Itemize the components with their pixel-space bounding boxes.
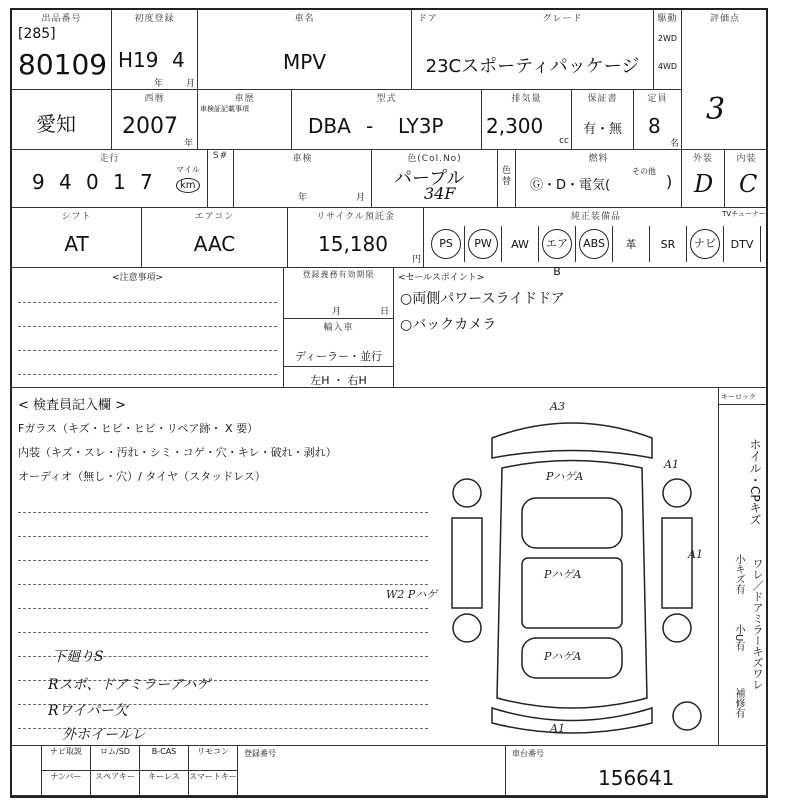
equipment-item <box>650 226 687 262</box>
color-code: 34F <box>424 184 456 203</box>
seats: 8 <box>648 114 661 138</box>
inspector-area <box>12 388 718 746</box>
wheel-fl <box>453 479 481 507</box>
recycle: 15,180 <box>318 232 388 256</box>
point-1: ○両側パワースライドドア <box>400 291 565 307</box>
interior: C <box>739 170 758 198</box>
hand-note-1: 下廻りS <box>52 649 104 665</box>
lot-label: 出品番号 <box>41 14 82 24</box>
year2-unit: 年 <box>184 139 194 149</box>
equipment-item <box>539 226 576 278</box>
import-dealer: ディーラー・並行 <box>294 350 383 363</box>
legend-2: 小キズ有 <box>733 554 744 594</box>
mark-right-a1: A1 <box>688 548 703 561</box>
equipment-item <box>428 226 465 262</box>
shaken-month-unit: 月 <box>356 193 366 203</box>
color-label: 色(Col.No) <box>407 154 462 164</box>
recycle-label: リサイクル預託金 <box>316 212 395 222</box>
mileage-unit-km: km <box>176 178 200 193</box>
mileage-digit: 4 <box>59 170 72 194</box>
cc-label: 排気量 <box>511 94 542 104</box>
cc-unit: cc <box>559 136 569 146</box>
mark-a3: A3 <box>550 400 565 413</box>
door-label: ドア <box>418 14 438 24</box>
type-prefix: DBA <box>308 114 351 138</box>
wheel-rl <box>453 614 481 642</box>
reg-month-unit: 月 <box>332 307 342 317</box>
mileage-digit: 7 <box>140 170 153 194</box>
reg-month: 4 <box>172 48 185 72</box>
hand-note-4: 外ホイールレ <box>62 727 146 743</box>
equipment-label-text: PW <box>468 229 498 259</box>
fuel-options: Ⓖ・D・電気( <box>530 178 611 193</box>
vehicle-number-cell <box>506 746 768 796</box>
right-side <box>662 518 692 608</box>
month-unit: 月 <box>186 79 196 89</box>
equipment-cell <box>424 208 768 278</box>
drive-cell <box>654 10 682 90</box>
reg-number-cell <box>238 746 506 796</box>
footer-corner <box>12 746 42 796</box>
seats-unit: 名 <box>669 139 679 149</box>
lot-cell <box>12 10 112 90</box>
rating-label: 評価点 <box>709 14 740 24</box>
mileage-digit: 0 <box>86 170 99 194</box>
smark-label: S# <box>212 151 229 161</box>
seats-cell <box>634 90 682 150</box>
recycle-cell <box>288 208 424 268</box>
footer-option: ロム/SD <box>91 746 140 771</box>
warranty: 有・無 <box>582 122 622 137</box>
region: 愛知 <box>36 112 76 136</box>
warranty-label: 保証書 <box>587 94 618 104</box>
legend-4: 小U有 <box>733 624 744 652</box>
hand-note-3: Rワイパー欠 <box>48 703 128 719</box>
equipment-label-text: SR <box>660 237 676 251</box>
equipment-item <box>576 226 613 262</box>
legend-3: ワレ／ドアミラーキズワレ <box>751 558 764 690</box>
fuel-other: その他 <box>632 167 656 176</box>
ac: AAC <box>193 232 236 256</box>
exterior-label: 外装 <box>692 154 713 164</box>
equipment-label-text: 革 <box>625 238 637 251</box>
yen: 円 <box>411 255 421 265</box>
warranty-cell <box>572 90 634 150</box>
exterior-cell <box>682 150 725 208</box>
footer-grid <box>42 746 238 796</box>
equipment-label-text: ABS <box>579 229 609 259</box>
equipment-label-text: AW <box>511 237 529 251</box>
seats-label: 定員 <box>647 94 668 104</box>
left-side <box>452 518 482 608</box>
type-cell <box>292 90 482 150</box>
mark-rear: PハゲA <box>544 650 582 663</box>
grade-label: グレード <box>542 14 583 24</box>
front-bumper <box>492 423 652 458</box>
points-label: <セールスポイント> <box>398 273 485 283</box>
wheel-rr <box>663 614 691 642</box>
equipment-item <box>502 226 539 262</box>
legend-cell <box>718 388 768 746</box>
mark-rear-a1: A1 <box>550 722 565 735</box>
mark-front-hood: PハゲA <box>546 470 584 483</box>
rating-cell <box>682 10 768 150</box>
car-diagram <box>386 398 712 738</box>
vehicle-number-label: 車台番号 <box>512 749 544 758</box>
model-label: 車名 <box>294 14 315 24</box>
interior-label: 内装 <box>736 154 757 164</box>
equipment-label-text: DTV <box>730 237 754 251</box>
mark-fr-a1: A1 <box>664 458 679 471</box>
type-label: 型式 <box>376 94 397 104</box>
mileage-digit: 1 <box>113 170 126 194</box>
shaken-label: 車検 <box>292 154 313 164</box>
mileage-digit: 9 <box>32 170 45 194</box>
cc-cell <box>482 90 572 150</box>
point-2: ○バックカメラ <box>400 317 497 333</box>
registration-cell <box>284 268 394 388</box>
hand-note-2: Rスポ、ドアミラーアハゲ <box>48 677 211 693</box>
color-change-cell <box>498 150 516 208</box>
ac-label: エアコン <box>194 212 235 222</box>
mileage-digits <box>32 170 167 194</box>
equipment-item <box>724 226 761 262</box>
import-label: 輸入車 <box>323 323 354 333</box>
type-code: LY3P <box>398 114 444 138</box>
footer-option: ナビ取説 <box>42 746 91 771</box>
notes-cell <box>12 268 284 388</box>
reg-day-unit: 日 <box>380 307 390 317</box>
legend-5: 補修有 <box>733 688 744 718</box>
mileage-unit-mile: マイル <box>176 165 200 174</box>
inspector-line3: オーディオ（無し・穴）/ タイヤ（スタッドレス） <box>18 470 266 483</box>
exterior: D <box>694 170 714 198</box>
first-reg-cell <box>112 10 198 90</box>
spare-wheel <box>673 702 701 730</box>
shaken-cell <box>234 150 372 208</box>
year-unit: 年 <box>154 79 164 89</box>
footer-option: キーレス <box>140 771 189 796</box>
cc: 2,300 <box>486 114 544 138</box>
points-cell <box>394 268 768 388</box>
mark-roof: PハゲA <box>544 568 582 581</box>
drive-4wd: 4WD <box>657 62 678 71</box>
history-cell <box>198 90 292 150</box>
reg-number-label: 登録番号 <box>244 749 276 758</box>
grade-cell <box>412 10 654 90</box>
lot-number: 80109 <box>18 48 108 81</box>
equipment-label: 純正装備品 <box>570 212 621 222</box>
smark-cell <box>208 150 234 208</box>
wheel-fr <box>663 479 691 507</box>
footer-option: ナンバー <box>42 771 91 796</box>
western-label: 西暦 <box>144 94 165 104</box>
fuel-cell <box>516 150 682 208</box>
legend-1: ホイル・CPキズ <box>748 438 762 526</box>
equipment-list <box>428 226 768 278</box>
mark-left-w2: W2 Pハゲ <box>386 588 438 601</box>
rating: 3 <box>706 92 726 127</box>
model: MPV <box>283 50 326 74</box>
color-cell <box>372 150 498 208</box>
footer-option: スマートキー <box>189 771 238 796</box>
notes-label: <注意事項> <box>112 273 164 283</box>
model-cell <box>198 10 412 90</box>
tv-label: TVチューナー <box>722 210 766 218</box>
steering: 左H ・ 右H <box>310 374 367 387</box>
equipment-label-text: PS <box>431 229 461 259</box>
registration-label: 登録義務有効期限 <box>302 270 375 279</box>
auction-sheet <box>10 8 768 798</box>
drive-2wd: 2WD <box>657 34 678 43</box>
era-year: H19 <box>118 48 159 72</box>
year: 2007 <box>122 114 178 139</box>
history-label: 車歴 <box>234 94 255 104</box>
footer-option: B-CAS <box>140 746 189 771</box>
color: パープル <box>394 168 465 189</box>
vehicle-number: 156641 <box>598 766 675 790</box>
grade: 23Cスポーティパッケージ <box>425 56 640 77</box>
shift-label: シフト <box>61 212 92 222</box>
western-year-cell <box>112 90 198 150</box>
shift-cell <box>12 208 142 268</box>
mileage-label: 走行 <box>99 154 120 164</box>
equipment-label-text: エアB <box>542 229 572 259</box>
region-cell <box>12 90 112 150</box>
mileage-cell <box>12 150 208 208</box>
first-reg-label: 初度登録 <box>134 14 175 24</box>
ac-cell <box>142 208 288 268</box>
interior-cell <box>725 150 768 208</box>
type-dash: - <box>366 114 374 138</box>
key-lock-label: キーロック <box>721 393 756 401</box>
equipment-item <box>687 226 724 262</box>
inspector-title: < 検査員記入欄 > <box>18 398 127 413</box>
footer-option: リモコン <box>189 746 238 771</box>
equipment-item <box>465 226 502 262</box>
color-change-label: 色替 <box>502 166 512 187</box>
drive-label: 駆動 <box>657 14 678 24</box>
equipment-item <box>613 226 650 262</box>
shaken-year-unit: 年 <box>298 193 308 203</box>
inspector-line1: Fガラス（キズ・ヒビ・ヒビ・リペア跡・ X 要） <box>18 422 259 435</box>
shift: AT <box>64 232 89 256</box>
lot-bracket: [285] <box>18 26 56 42</box>
rear-bumper <box>492 708 652 733</box>
windshield <box>522 498 622 548</box>
fuel-label: 燃料 <box>588 154 609 164</box>
equipment-label-text: ナビ <box>690 229 720 259</box>
footer-option: スペアキー <box>91 771 140 796</box>
inspector-line2: 内装（キズ・スレ・汚れ・シミ・コゲ・穴・キレ・破れ・剥れ） <box>18 446 337 459</box>
history-note: 車検証記載事項 <box>200 105 249 113</box>
fuel-close: ) <box>666 172 673 191</box>
